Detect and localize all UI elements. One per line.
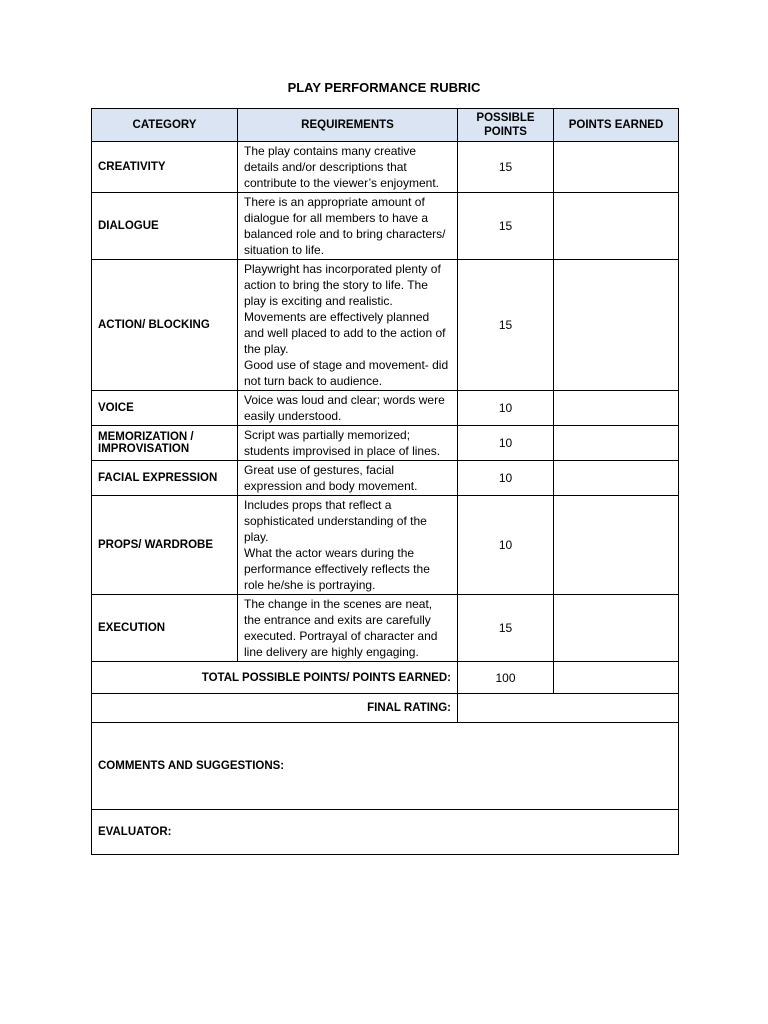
rubric-row <box>92 391 679 426</box>
comments-row <box>92 723 679 810</box>
header-possible-points: POSSIBLE POINTS <box>458 109 554 142</box>
evaluator-row <box>92 810 679 855</box>
rubric-table <box>91 108 679 855</box>
possible-points-cell: 10 <box>458 426 554 461</box>
category-cell: ACTION/ BLOCKING <box>92 260 238 391</box>
category-cell: DIALOGUE <box>92 193 238 260</box>
requirement-text: What the actor wears during the performance effectively reflects the role he/she is portraying. <box>244 546 430 592</box>
rubric-row <box>92 496 679 595</box>
requirement-text: Includes props that reflect a sophisticated understanding of the play. <box>244 498 427 544</box>
rubric-row <box>92 260 679 391</box>
possible-points-cell: 10 <box>458 461 554 496</box>
header-requirements: REQUIREMENTS <box>238 109 458 142</box>
points-earned-cell[interactable] <box>554 496 679 595</box>
points-earned-cell[interactable] <box>554 142 679 193</box>
requirements-cell <box>238 260 458 391</box>
points-earned-cell[interactable] <box>554 426 679 461</box>
category-cell: FACIAL EXPRESSION <box>92 461 238 496</box>
total-label: TOTAL POSSIBLE POINTS/ POINTS EARNED: <box>92 662 458 694</box>
final-rating-row <box>92 694 679 723</box>
possible-points-cell: 10 <box>458 496 554 595</box>
possible-points-cell: 15 <box>458 595 554 662</box>
total-row <box>92 662 679 694</box>
points-earned-cell[interactable] <box>554 260 679 391</box>
final-rating-label: FINAL RATING: <box>92 694 458 723</box>
possible-points-cell: 15 <box>458 260 554 391</box>
total-earned-cell[interactable] <box>554 662 679 694</box>
category-cell: PROPS/ WARDROBE <box>92 496 238 595</box>
rubric-row <box>92 461 679 496</box>
rubric-row <box>92 426 679 461</box>
requirement-text: Great use of gestures, facial expression and body movement. <box>244 463 418 493</box>
header-category: CATEGORY <box>92 109 238 142</box>
total-points: 100 <box>458 662 554 694</box>
points-earned-cell[interactable] <box>554 391 679 426</box>
comments-label: COMMENTS AND SUGGESTIONS: <box>98 760 285 772</box>
evaluator-cell[interactable] <box>92 810 679 855</box>
requirements-cell <box>238 496 458 595</box>
requirement-text: Script was partially memorized; students improvised in place of lines. <box>244 428 441 458</box>
category-cell: EXECUTION <box>92 595 238 662</box>
evaluator-label: EVALUATOR: <box>98 826 172 838</box>
requirement-text: The change in the scenes are neat, the entrance and exits are carefully executed. Portrayal of character and line delivery are highly engaging. <box>244 597 438 659</box>
points-earned-cell[interactable] <box>554 595 679 662</box>
rubric-row <box>92 193 679 260</box>
requirements-cell <box>238 426 458 461</box>
requirements-cell <box>238 193 458 260</box>
requirement-text: Good use of stage and movement- did not turn back to audience. <box>244 358 449 388</box>
requirement-text: Playwright has incorporated plenty of action to bring the story to life. The play is exciting and realistic. Movements are effectively planned and well placed to add to the action of the play. <box>244 262 446 356</box>
possible-points-cell: 15 <box>458 193 554 260</box>
requirements-cell <box>238 461 458 496</box>
points-earned-cell[interactable] <box>554 193 679 260</box>
possible-points-cell: 15 <box>458 142 554 193</box>
rubric-row <box>92 595 679 662</box>
header-points-earned: POINTS EARNED <box>554 109 679 142</box>
requirements-cell <box>238 391 458 426</box>
requirement-text: There is an appropriate amount of dialogue for all members to have a balanced role and to bring characters/ situation to life. <box>244 195 446 257</box>
category-cell: CREATIVITY <box>92 142 238 193</box>
header-row <box>92 109 679 142</box>
rubric-row <box>92 142 679 193</box>
category-cell: VOICE <box>92 391 238 426</box>
comments-cell[interactable] <box>92 723 679 810</box>
requirement-text: The play contains many creative details and/or descriptions that contribute to the viewer’s enjoyment. <box>244 144 439 190</box>
final-rating-cell[interactable] <box>458 694 679 723</box>
requirement-text: Voice was loud and clear; words were easily understood. <box>244 393 445 423</box>
requirements-cell <box>238 142 458 193</box>
possible-points-cell: 10 <box>458 391 554 426</box>
page-title: PLAY PERFORMANCE RUBRIC <box>287 80 481 95</box>
category-cell: MEMORIZATION / IMPROVISATION <box>92 426 238 461</box>
points-earned-cell[interactable] <box>554 461 679 496</box>
requirements-cell <box>238 595 458 662</box>
